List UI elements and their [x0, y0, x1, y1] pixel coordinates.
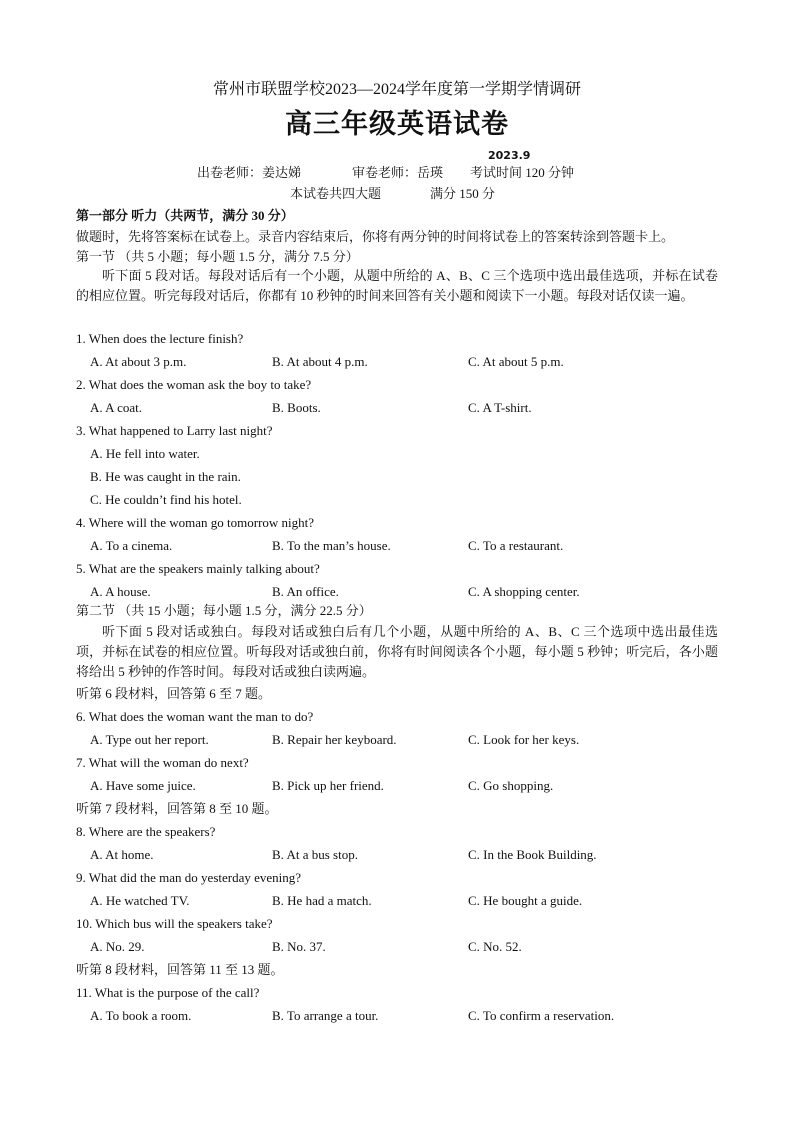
- section1-title: 第一节 （共 5 小题；每小题 1.5 分，满分 7.5 分）: [76, 249, 359, 264]
- option-c: C. At about 5 p.m.: [468, 354, 564, 369]
- option-b: B. To arrange a tour.: [272, 1008, 379, 1023]
- option-b: B. Boots.: [272, 400, 321, 415]
- school-line: 常州市联盟学校2023—2024学年度第一学期学情调研: [212, 81, 581, 98]
- option-c: C. In the Book Building.: [468, 847, 597, 862]
- option-c: C. A shopping center.: [468, 584, 580, 599]
- option-a: A. A house.: [90, 584, 151, 599]
- option-a: A. Type out her report.: [90, 732, 209, 747]
- question-stem: 7. What will the woman do next?: [76, 755, 249, 770]
- option-b: B. At about 4 p.m.: [272, 354, 368, 369]
- option-a: A. At home.: [90, 847, 154, 862]
- material-7-note: 听第 7 段材料，回答第 8 至 10 题。: [76, 801, 278, 816]
- option-a: A. A coat.: [90, 400, 142, 415]
- option-b: B. Pick up her friend.: [272, 778, 384, 793]
- material-6-note: 听第 6 段材料，回答第 6 至 7 题。: [76, 686, 272, 701]
- part1-title: 第一部分 听力（共两节，满分 30 分）: [76, 208, 294, 223]
- material-8-note: 听第 8 段材料，回答第 11 至 13 题。: [76, 962, 284, 977]
- question-stem: 4. Where will the woman go tomorrow night?: [76, 515, 315, 530]
- option-a: A. At about 3 p.m.: [90, 354, 187, 369]
- option-b: B. To the man’s house.: [272, 538, 391, 553]
- exam-title: 高三年级英语试卷: [285, 109, 509, 140]
- reviewer-info: 审卷老师：岳瑛: [352, 165, 444, 180]
- option-c: C. He couldn’t find his hotel.: [90, 492, 242, 507]
- option-c: C. To a restaurant.: [468, 538, 564, 553]
- question-stem: 6. What does the woman want the man to do?: [76, 709, 314, 724]
- question-stem: 3. What happened to Larry last night?: [76, 423, 273, 438]
- question-stem: 11. What is the purpose of the call?: [76, 985, 260, 1000]
- exam-date: 2023.9: [488, 149, 531, 162]
- option-a: A. He fell into water.: [90, 446, 200, 461]
- question-stem: 9. What did the man do yesterday evening?: [76, 870, 302, 885]
- option-b: B. An office.: [272, 584, 339, 599]
- question-stem: 5. What are the speakers mainly talking about?: [76, 561, 320, 576]
- section2-title: 第二节 （共 15 小题；每小题 1.5 分，满分 22.5 分）: [76, 603, 372, 618]
- option-c: C. Look for her keys.: [468, 732, 580, 747]
- option-a: A. To book a room.: [90, 1008, 192, 1023]
- author-info: 出卷老师：姜达娣: [197, 165, 302, 180]
- option-a: A. He watched TV.: [90, 893, 190, 908]
- question-stem: 10. Which bus will the speakers take?: [76, 916, 273, 931]
- duration-info: 考试时间 120 分钟: [470, 165, 575, 180]
- question-stem: 8. Where are the speakers?: [76, 824, 216, 839]
- option-c: C. A T-shirt.: [468, 400, 532, 415]
- option-c: C. Go shopping.: [468, 778, 554, 793]
- option-a: A. No. 29.: [90, 939, 145, 954]
- option-c: C. No. 52.: [468, 939, 522, 954]
- option-a: A. Have some juice.: [90, 778, 196, 793]
- option-b: B. No. 37.: [272, 939, 326, 954]
- question-stem: 2. What does the woman ask the boy to take?: [76, 377, 312, 392]
- question-stem: 1. When does the lecture finish?: [76, 331, 244, 346]
- section2-instructions: 听下面 5 段对话或独白。每段对话或独白后有几个小题，从题中所给的 A、B、C 三个选项中选出最佳选项，并标在试卷的相应位置。听每段对话或独白前，你将有时间阅读各个小题，每小题 5 秒钟；听完后，各小题将给出 5 秒钟的作答时间。每段对话或独白读两遍。: [76, 624, 718, 679]
- score-info: 满分 150 分: [430, 186, 496, 201]
- option-b: B. He had a match.: [272, 893, 372, 908]
- part1-intro: 做题时，先将答案标在试卷上。录音内容结束后，你将有两分钟的时间将试卷上的答案转涂到答题卡上。: [76, 229, 675, 244]
- section1-instructions: 听下面 5 段对话。每段对话后有一个小题，从题中所给的 A、B、C 三个选项中选出最佳选项，并标在试卷的相应位置。听完每段对话后，你都有 10 秒钟的时间来回答有关小题和阅读下一小题。每段对话仅读一遍。: [76, 268, 718, 303]
- option-b: B. Repair her keyboard.: [272, 732, 397, 747]
- option-a: A. To a cinema.: [90, 538, 173, 553]
- option-c: C. To confirm a reservation.: [468, 1008, 615, 1023]
- composition-info: 本试卷共四大题: [290, 186, 382, 201]
- option-c: C. He bought a guide.: [468, 893, 583, 908]
- option-b: B. At a bus stop.: [272, 847, 358, 862]
- option-b: B. He was caught in the rain.: [90, 469, 241, 484]
